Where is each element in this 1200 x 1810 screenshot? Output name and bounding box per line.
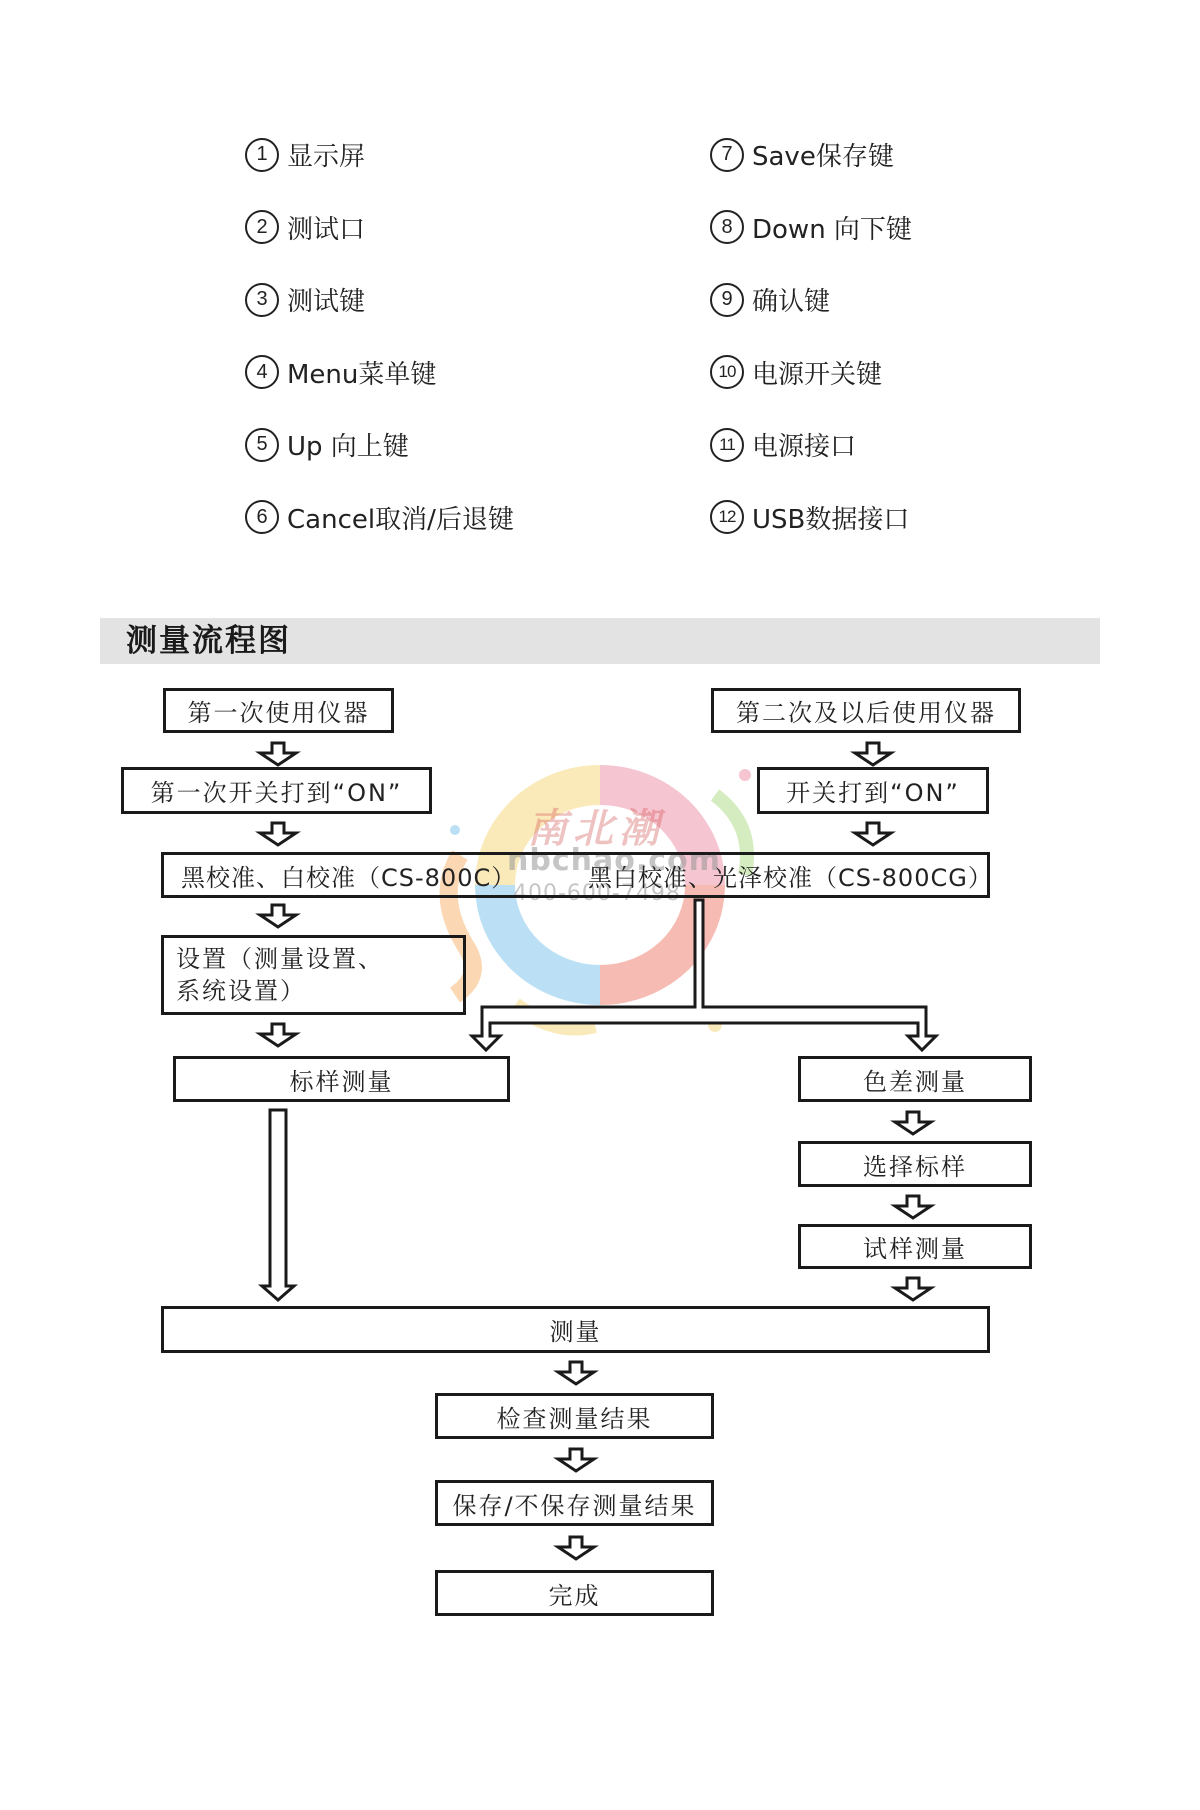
legend-label: USB数据接口 — [752, 504, 910, 535]
legend-label: Cancel取消/后退键 — [287, 504, 514, 535]
watermark-site: nbchao.com — [507, 843, 721, 878]
legend-label: 确认键 — [752, 287, 831, 317]
box-switch-on: 开关打到“ON” — [757, 767, 989, 814]
legend-number: 1 — [245, 138, 279, 172]
legend-number: 4 — [245, 355, 279, 389]
box-later-use: 第二次及以后使用仪器 — [711, 688, 1021, 733]
legend-number: 11 — [710, 428, 744, 462]
legend-number: 9 — [710, 283, 744, 317]
legend-number: 2 — [245, 210, 279, 244]
calibration-left-label: 黑校准、白校准（CS-800C） — [181, 864, 517, 892]
arrow-down-icon — [558, 1362, 594, 1384]
box-color-difference: 色差测量 — [798, 1056, 1032, 1102]
box-first-switch-on: 第一次开关打到“ON” — [121, 767, 432, 814]
arrow-down-icon — [558, 1449, 594, 1471]
legend-number: 8 — [710, 210, 744, 244]
legend-label: Up 向上键 — [287, 432, 409, 462]
long-arrow-down-icon — [262, 1110, 294, 1300]
legend-number: 10 — [710, 355, 744, 389]
box-settings — [161, 935, 466, 1015]
legend-number: 3 — [245, 283, 279, 317]
arrow-down-icon — [260, 823, 296, 845]
settings-line-2: 系统设置） — [176, 977, 306, 1005]
legend-number: 7 — [710, 138, 744, 172]
legend-label: 测试键 — [287, 287, 366, 317]
legend-label: 电源接口 — [752, 432, 857, 462]
legend-label: 显示屏 — [287, 142, 366, 172]
watermark-phone: 400-600-7498 — [513, 881, 681, 906]
settings-line-1: 设置（测量设置、 — [176, 945, 384, 973]
legend-label: Down 向下键 — [752, 214, 912, 245]
legend-number: 5 — [245, 428, 279, 462]
legend-label: Save保存键 — [752, 142, 894, 172]
box-sample-measure: 试样测量 — [798, 1224, 1032, 1269]
box-select-standard: 选择标样 — [798, 1141, 1032, 1187]
legend-label: 测试口 — [287, 214, 366, 245]
legend-number: 12 — [710, 500, 744, 534]
legend-label: Menu菜单键 — [287, 359, 437, 390]
arrow-down-icon — [260, 905, 296, 927]
arrow-down-icon — [260, 1024, 296, 1046]
legend-number: 6 — [245, 500, 279, 534]
watermark-logo-text: 南北潮 — [527, 806, 665, 852]
box-save-result: 保存/不保存测量结果 — [435, 1480, 714, 1526]
arrow-down-icon — [855, 823, 891, 845]
arrow-down-icon — [855, 743, 891, 765]
arrow-down-icon — [260, 743, 296, 765]
box-measure: 测量 — [161, 1306, 990, 1353]
section-title: 测量流程图 — [126, 623, 291, 659]
box-standard-measure: 标样测量 — [173, 1056, 510, 1102]
arrow-down-icon — [895, 1196, 931, 1218]
arrow-down-icon — [558, 1537, 594, 1559]
legend-label: 电源开关键 — [752, 359, 883, 390]
split-arrow-icon — [472, 900, 936, 1050]
box-first-use: 第一次使用仪器 — [163, 688, 394, 733]
box-done: 完成 — [435, 1570, 714, 1616]
box-check-result: 检查测量结果 — [435, 1393, 714, 1439]
calibration-right-label: 黑白校准、光泽校准（CS-800CG） — [588, 864, 993, 892]
arrow-down-icon — [895, 1278, 931, 1300]
arrow-down-icon — [895, 1112, 931, 1134]
